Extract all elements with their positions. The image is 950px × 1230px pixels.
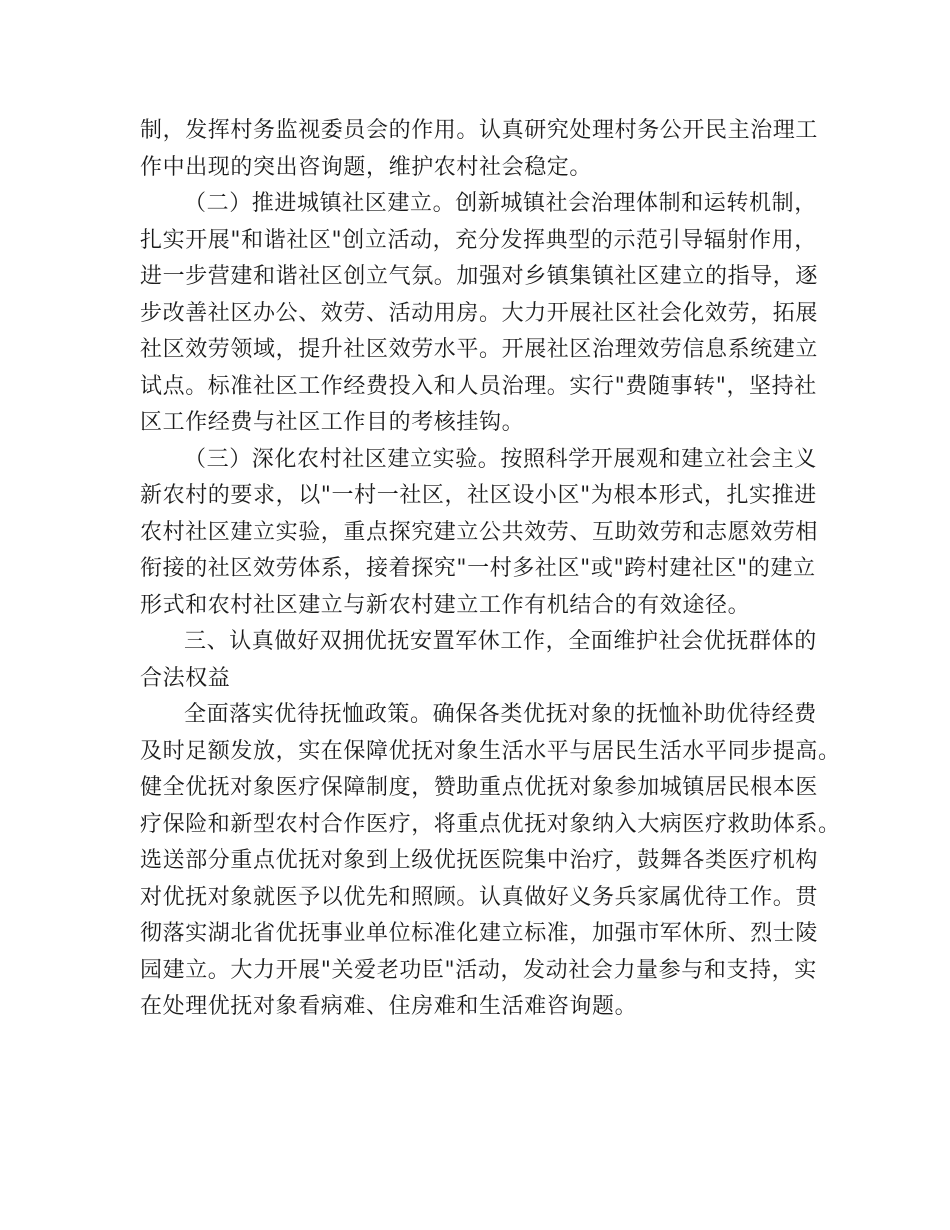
text-line-section-heading: （二）推进城镇社区建立。创新城镇社会治理体制和运转机制， bbox=[184, 191, 817, 216]
text-line: 进一步营建和谐社区创立气氛。加强对乡镇集镇社区建立的指导，逐 bbox=[140, 264, 819, 289]
text-line: 疗保险和新型农村合作医疗，将重点优抚对象纳入大病医疗救助体系。 bbox=[140, 811, 841, 837]
text-line: 健全优抚对象医疗保障制度，赞助重点优抚对象参加城镇居民根本医 bbox=[140, 775, 819, 800]
text-line: 在处理优抚对象看病难、住房难和生活难咨询题。 bbox=[140, 994, 638, 1019]
text-line: 步改善社区办公、效劳、活动用房。大力开展社区社会化效劳，拓展 bbox=[140, 300, 819, 326]
text-line: 园建立。大力开展"关爱老功臣"活动，发动社会力量参与和支持，实 bbox=[140, 957, 817, 983]
text-line-paragraph-start: 全面落实优待抚恤政策。确保各类优抚对象的抚恤补助优待经费 bbox=[184, 702, 817, 727]
text-line: 彻落实湖北省优抚事业单位标准化建立标准，加强市军休所、烈士陵 bbox=[140, 921, 819, 946]
text-line-section-heading: （三）深化农村社区建立实验。按照科学开展观和建立社会主义 bbox=[184, 446, 817, 472]
text-line: 选送部分重点优抚对象到上级优抚医院集中治疗，鼓舞各类医疗机构 bbox=[140, 848, 819, 873]
text-line: 合法权益 bbox=[140, 665, 231, 691]
text-line: 新农村的要求，以"一村一社区，社区设小区"为根本形式，扎实推进 bbox=[140, 483, 817, 508]
text-line: 扎实开展"和谐社区"创立活动，充分发挥典型的示范引导辐射作用， bbox=[140, 227, 817, 253]
text-line: 及时足额发放，实在保障优抚对象生活水平与居民生活水平同步提高。 bbox=[140, 738, 841, 764]
text-line: 对优抚对象就医予以优先和照顾。认真做好义务兵家属优待工作。贯 bbox=[140, 884, 819, 910]
text-line: 作中出现的突出咨询题，维护农村社会稳定。 bbox=[140, 154, 593, 180]
document-body bbox=[140, 113, 841, 1026]
text-line: 试点。标准社区工作经费投入和人员治理。实行"费随事转"，坚持社 bbox=[140, 373, 817, 399]
text-line: 社区效劳领域，提升社区效劳水平。开展社区治理效劳信息系统建立 bbox=[140, 337, 819, 362]
text-line-chapter-heading: 三、认真做好双拥优抚安置军休工作，全面维护社会优抚群体的 bbox=[184, 629, 817, 654]
text-line: 制，发挥村务监视委员会的作用。认真研究处理村务公开民主治理工 bbox=[140, 118, 819, 143]
text-line: 形式和农村社区建立与新农村建立工作有机结合的有效途径。 bbox=[140, 592, 751, 618]
text-line: 区工作经费与社区工作目的考核挂钩。 bbox=[140, 410, 525, 435]
text-line: 农村社区建立实验，重点探究建立公共效劳、互助效劳和志愿效劳相 bbox=[140, 519, 819, 545]
text-line: 衔接的社区效劳体系，接着探究"一村多社区"或"跨村建社区"的建立 bbox=[140, 556, 816, 581]
